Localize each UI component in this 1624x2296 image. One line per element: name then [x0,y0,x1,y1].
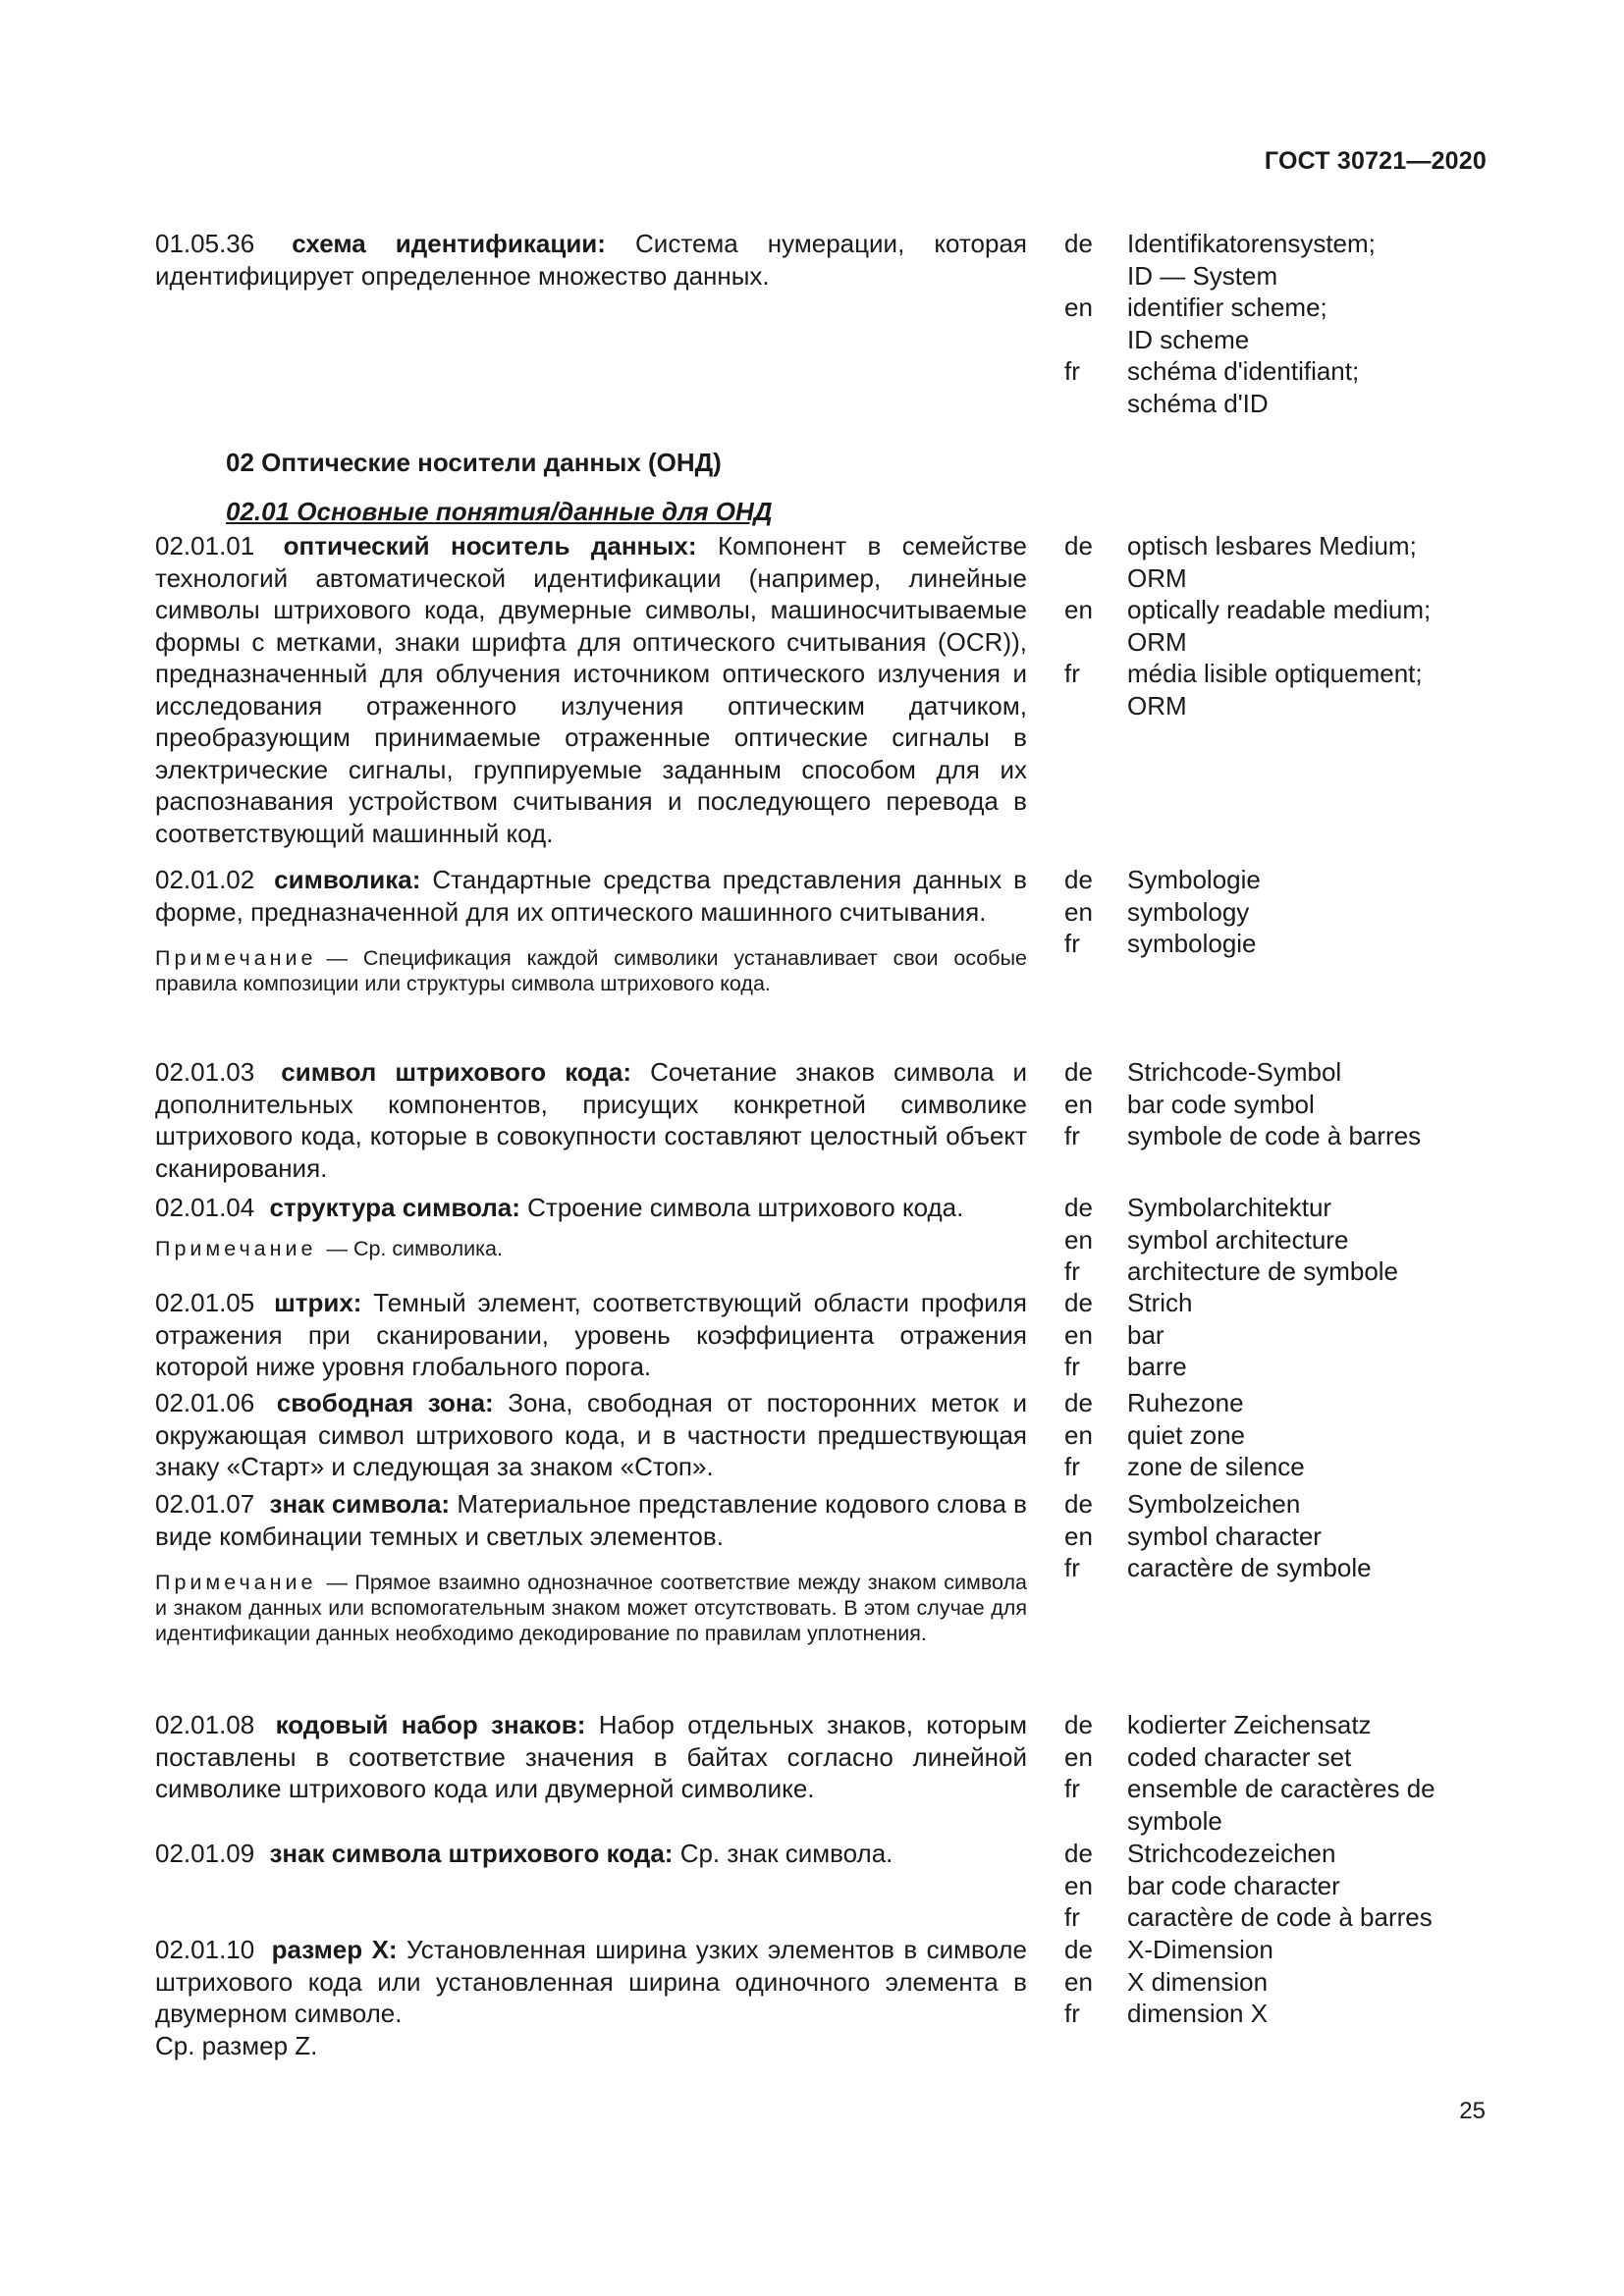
foreign-term: caractère de symbole [1127,1553,1372,1582]
entry-number: 02.01.02 [155,865,255,894]
foreign-terms [1064,228,1482,419]
foreign-term: symbol architecture [1127,1224,1349,1255]
definition [155,1838,1027,1934]
lang-code: en [1064,595,1093,624]
foreign-terms [1064,1709,1482,1837]
entry-02-01-01 [155,530,1483,849]
foreign-term: média lisible optiquement; [1127,659,1423,688]
lang-code: de [1064,1935,1093,1964]
definition [155,1387,1027,1483]
foreign-term: schéma d'ID [1127,388,1269,418]
entry-definition: Сочетание знаков символа и дополнительных компонентов, присущих конкретной символике штрихового кода, которые в совокупности составляют целостный объект сканирования. [155,1057,1027,1183]
foreign-term: Strichcodezeichen [1127,1839,1336,1868]
definition [155,530,1027,849]
foreign-term: zone de silence [1127,1452,1305,1481]
entry-definition: Ср. знак символа. [679,1839,893,1868]
lang-code: fr [1064,1774,1080,1803]
foreign-term: ID — System [1127,260,1278,291]
entry-02-01-10 [155,1934,1483,2061]
foreign-term: ORM [1127,626,1187,657]
definition [155,1934,1027,2061]
page-number: 25 [1459,2098,1486,2124]
note-text: Ср. символика. [352,1236,503,1260]
foreign-term: symbole de code à barres [1127,1121,1422,1150]
foreign-term: symbol character [1127,1521,1322,1551]
lang-code: en [1064,1419,1093,1450]
lang-code: de [1064,531,1093,561]
foreign-term: dimension X [1127,1999,1269,2028]
note-text: Прямое взаимно однозначное соответствие между знаком символа и знаком данных или вспомогательным знаком может отсутствовать. В этом случае для идентификации данных необходимо декодирование по правилам уплотнения. [155,1571,1027,1645]
foreign-terms [1064,530,1482,849]
foreign-term: architecture de symbole [1127,1256,1399,1286]
foreign-terms [1064,1488,1482,1646]
foreign-terms [1064,864,1482,996]
entry-term: кодовый набор знаков: [275,1710,586,1739]
note [155,945,1027,996]
foreign-term: bar code symbol [1127,1089,1315,1119]
lang-code: de [1064,1057,1093,1087]
definition [155,1488,1027,1646]
entry-number: 02.01.06 [155,1388,255,1417]
lang-code [1064,388,1127,420]
cross-reference: Ср. размер Z. [155,2030,318,2060]
entry-number: 02.01.07 [155,1489,255,1519]
lang-code: de [1064,1288,1093,1317]
foreign-term: Strich [1127,1288,1193,1317]
definition [155,228,1027,419]
entry-definition: Установленная ширина узких элементов в символе штрихового кода или установленная ширина одиночного элемента в двумерном символе. [155,1935,1028,2028]
foreign-term: symbologie [1127,929,1257,958]
lang-code: de [1064,1710,1093,1739]
entry-definition: Компонент в семействе технологий автоматической идентификации (например, линейные символы штрихового кода, двумерные символы, машиносчитываемые формы с метками, знаки шрифта для оптического считывания (OCR)), предназначенный для облучения источником оптического излучения и исследования отраженного излучения оптическим датчиком, преобразующим принимаемые отраженные оптические сигналы в электрические сигналы, группируемые заданным способом для их распознавания устройством считывания и последующего перевода в соответствующий машинный код. [155,531,1027,848]
lang-code: fr [1064,1999,1080,2028]
lang-code: en [1064,896,1093,927]
foreign-term: caractère de code à barres [1127,1902,1433,1932]
entry-term: знак символа: [269,1489,451,1519]
foreign-terms [1064,1056,1482,1184]
entry-definition: Темный элемент, соответствующий области профиля отражения при сканировании, уровень коэффициента отражения которой ниже уровня глобального порога. [155,1288,1027,1381]
lang-code: fr [1064,659,1080,688]
entry-term: схема идентификации: [292,229,606,258]
lang-code: fr [1064,1553,1080,1582]
lang-code [1064,562,1127,595]
entry-number: 02.01.04 [155,1193,255,1222]
note [155,1236,1027,1261]
foreign-term: ensemble de caractères de symbole [1127,1774,1435,1836]
entry-term: штрих: [274,1288,362,1317]
definition [155,1056,1027,1184]
lang-code: fr [1064,1452,1080,1481]
foreign-term: X dimension [1127,1966,1269,1997]
entry-definition: Строение символа штрихового кода. [527,1193,964,1222]
lang-code [1064,626,1127,659]
note [155,1570,1027,1646]
lang-code: de [1064,229,1093,258]
entry-02-01-05 [155,1287,1483,1383]
foreign-term: symbology [1127,896,1250,927]
foreign-term: bar [1127,1319,1164,1350]
foreign-term: kodierter Zeichensatz [1127,1710,1372,1739]
entry-term: символика: [274,865,421,894]
section-heading: 02 Оптические носители данных (ОНД) [226,448,722,477]
lang-code: en [1064,1741,1093,1772]
lang-code: en [1064,1521,1093,1551]
entry-definition: Стандартные средства представления данных в форме, предназначенной для их оптического машинного считывания. [155,865,1027,927]
entry-02-01-02 [155,864,1483,996]
entry-definition: Набор отдельных знаков, которым поставлены в соответствие значения в байтах согласно линейной символике штрихового кода или двумерной символике. [155,1710,1027,1803]
entry-definition: Система нумерации, которая идентифицирует определенное множество данных. [155,229,1027,291]
foreign-term: schéma d'identifiant; [1127,356,1360,386]
foreign-terms [1064,1387,1482,1483]
entry-02-01-04 [155,1192,1483,1288]
entry-term: символ штрихового кода: [281,1057,632,1087]
foreign-terms [1064,1934,1482,2061]
foreign-term: barre [1127,1352,1187,1381]
foreign-term: bar code character [1127,1870,1340,1900]
foreign-term: Strichcode-Symbol [1127,1057,1342,1087]
foreign-term: ORM [1127,562,1187,593]
lang-code: de [1064,1388,1093,1417]
foreign-term: Symbologie [1127,865,1261,894]
note-label: Примечание [155,1236,317,1260]
entry-02-01-09 [155,1838,1483,1934]
foreign-term: identifier scheme; [1127,293,1327,322]
lang-code: de [1064,1839,1093,1868]
note-label: Примечание [155,1571,317,1594]
foreign-term: Symbolarchitektur [1127,1193,1332,1222]
lang-code: fr [1064,1256,1080,1286]
subsection-heading: 02.01 Основные понятия/данные для ОНД [226,497,773,526]
entry-term: размер X: [271,1935,398,1964]
definition [155,1287,1027,1383]
lang-code: en [1064,1319,1093,1350]
entry-02-01-03 [155,1056,1483,1184]
entry-number: 02.01.03 [155,1057,255,1087]
entry-number: 02.01.09 [155,1839,255,1868]
definition [155,864,1027,996]
lang-code: de [1064,1193,1093,1222]
definition [155,1709,1027,1837]
lang-code: fr [1064,1121,1080,1150]
entry-number: 02.01.01 [155,531,255,561]
foreign-term: ID scheme [1127,324,1250,354]
lang-code: de [1064,865,1093,894]
note-dash: — [326,946,348,970]
entry-number: 02.01.10 [155,1935,255,1964]
foreign-term: optically readable medium; [1127,595,1432,624]
entry-01-05-36 [155,228,1483,419]
foreign-term: Symbolzeichen [1127,1489,1301,1519]
foreign-term: Ruhezone [1127,1388,1244,1417]
entry-definition: Зона, свободная от посторонних меток и окружающая символ штрихового кода, и в частности предшествующая знаку «Старт» и следующая за знаком «Стоп». [155,1388,1028,1481]
foreign-term: ORM [1127,690,1187,721]
lang-code [1064,690,1127,722]
lang-code [1064,324,1127,356]
definition [155,1192,1027,1288]
foreign-term: optisch lesbares Medium; [1127,531,1417,561]
entry-term: оптический носитель данных: [283,531,697,561]
foreign-term: coded character set [1127,1741,1352,1772]
entry-term: знак символа штрихового кода: [269,1839,674,1868]
lang-code [1064,260,1127,293]
lang-code: de [1064,1489,1093,1519]
entry-definition: Материальное представление кодового слова в виде комбинации темных и светлых элементов. [155,1489,1027,1551]
entry-number: 01.05.36 [155,229,255,258]
lang-code: en [1064,1224,1093,1255]
entry-number: 02.01.08 [155,1710,255,1739]
note-label: Примечание [155,946,317,970]
foreign-term: quiet zone [1127,1419,1245,1450]
entry-02-01-07 [155,1488,1483,1646]
lang-code: en [1064,1870,1093,1900]
lang-code: fr [1064,1352,1080,1381]
entry-02-01-06 [155,1387,1483,1483]
lang-code: en [1064,1966,1093,1997]
lang-code: fr [1064,1902,1080,1932]
foreign-terms [1064,1838,1482,1934]
entry-term: свободная зона: [276,1388,494,1417]
foreign-term: Identifikatorensystem; [1127,229,1376,258]
lang-code: fr [1064,356,1080,386]
document-header: ГОСТ 30721—2020 [1264,147,1487,175]
entry-number: 02.01.05 [155,1288,255,1317]
entry-term: структура символа: [269,1193,520,1222]
entry-02-01-08 [155,1709,1483,1837]
note-dash: — [326,1236,348,1260]
foreign-term: X-Dimension [1127,1935,1273,1964]
lang-code: fr [1064,929,1080,958]
note-text: Спецификация каждой символики устанавливает свои особые правила композиции или структуры символа штрихового кода. [155,946,1027,995]
lang-code: en [1064,1089,1093,1119]
foreign-terms [1064,1287,1482,1383]
note-dash: — [326,1571,348,1594]
lang-code: en [1064,293,1093,322]
foreign-terms [1064,1192,1482,1288]
